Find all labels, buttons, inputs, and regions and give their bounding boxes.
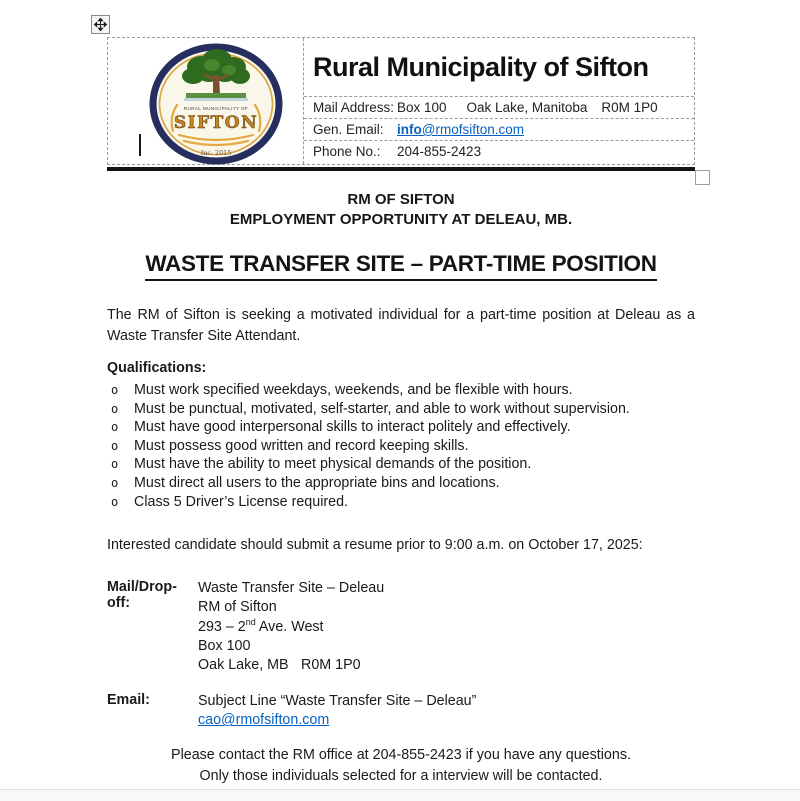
table-resize-handle[interactable] [695,170,710,185]
email-label: Email: [107,692,150,708]
logo-arc-text: RURAL MUNICIPALITY OF [183,106,249,111]
logo-name-text: SIFTON [173,113,259,133]
four-way-arrow-icon [94,18,107,31]
intro-paragraph: The RM of Sifton is seeking a motivated individual for a part-time position at Deleau as a Waste Transfer Site Attendant. [107,307,695,344]
horizontal-scrollbar-track[interactable] [0,789,800,801]
list-item [107,437,695,456]
bullet-icon: o [111,438,119,453]
gen-email-row [304,119,694,141]
mail-dropoff-block [107,579,695,675]
letterhead-title-row [304,38,694,97]
mail-dropoff-label: Mail/Drop-off: [107,579,177,611]
municipality-title: Rural Municipality of Sifton [313,51,649,82]
list-item-text: Class 5 Driver’s License required. [134,493,349,510]
mail-address-row [304,97,694,119]
table-move-handle[interactable] [91,15,110,34]
address-postal: R0M 1P0 [301,657,361,674]
footer-interview-line: Only those individuals selected for a interview will be contacted. [199,768,603,784]
list-item-text: Must work specified weekdays, weekends, and be flexible with hours. [134,382,573,398]
address-line: Waste Transfer Site – Deleau [198,580,385,596]
header-rule [107,167,695,171]
footer-note [107,745,695,787]
email-subject-line: Subject Line “Waste Transfer Site – Deleau” [198,693,477,709]
heading-rm-of-sifton: RM OF SIFTON [347,191,455,208]
bullet-icon: o [111,420,119,435]
list-item [107,418,695,437]
email-details [198,692,476,731]
mail-dropoff-address [198,579,384,675]
mail-address-city: Oak Lake, Manitoba [466,100,588,115]
cao-email-link[interactable]: cao@rmofsifton.com [198,712,330,729]
list-item-text: Must direct all users to the appropriate bins and locations. [134,474,500,491]
address-line: 293 – 2nd Ave. West [198,616,324,635]
phone-row [304,141,694,164]
list-item-text: Must have good interpersonal skills to interact politely and effectively. [134,419,571,436]
list-item [107,455,695,474]
bullet-icon: o [111,494,119,509]
heading-employment-opportunity: EMPLOYMENT OPPORTUNITY AT DELEAU, MB. [229,211,573,228]
qualifications-label: Qualifications: [107,360,207,376]
letterhead-info-cell [304,38,694,164]
list-item [107,493,695,512]
logo-cell [108,38,304,164]
mail-address-postal: R0M 1P0 [601,100,658,115]
doc-headings [107,190,695,230]
ordinal-superscript: nd [245,616,256,627]
email-block [107,692,695,731]
address-city: Oak Lake, MB [198,657,289,674]
deadline-paragraph: Interested candidate should submit a resume prior to 9:00 a.m. on October 17, 2025: [107,537,643,553]
footer-contact-line: Please contact the RM office at 204-855-2423 if you have any questions. [171,747,631,763]
mail-address-label: Mail Address: [313,100,395,115]
phone-label: Phone No.: [313,144,381,159]
list-item [107,400,695,419]
address-line: Box 100 [198,637,251,654]
gen-email-label: Gen. Email: [313,122,384,137]
bullet-icon: o [111,475,119,490]
logo-inc-text: Inc. 2015 [200,149,232,157]
bullet-icon: o [111,401,119,416]
position-title: WASTE TRANSFER SITE – PART-TIME POSITION [145,251,656,281]
letterhead-table [107,37,695,165]
address-line: RM of Sifton [198,599,277,616]
rm-of-sifton-logo [149,43,283,165]
list-item [107,474,695,493]
mail-address-box: Box 100 [397,100,447,115]
list-item-text: Must possess good written and record keeping skills. [134,437,469,454]
list-item [107,381,695,400]
text-cursor [139,134,141,156]
address-line [198,656,384,675]
bullet-icon: o [111,383,119,397]
list-item-text: Must have the ability to meet physical demands of the position. [134,456,532,473]
phone-value: 204-855-2423 [397,144,482,159]
qualifications-list [107,381,695,511]
position-title-wrap [107,251,695,281]
info-email-link[interactable]: info@rmofsifton.com [397,122,524,137]
bullet-icon: o [111,457,119,472]
list-item-text: Must be punctual, motivated, self-starter, and able to work without supervision. [134,400,630,417]
